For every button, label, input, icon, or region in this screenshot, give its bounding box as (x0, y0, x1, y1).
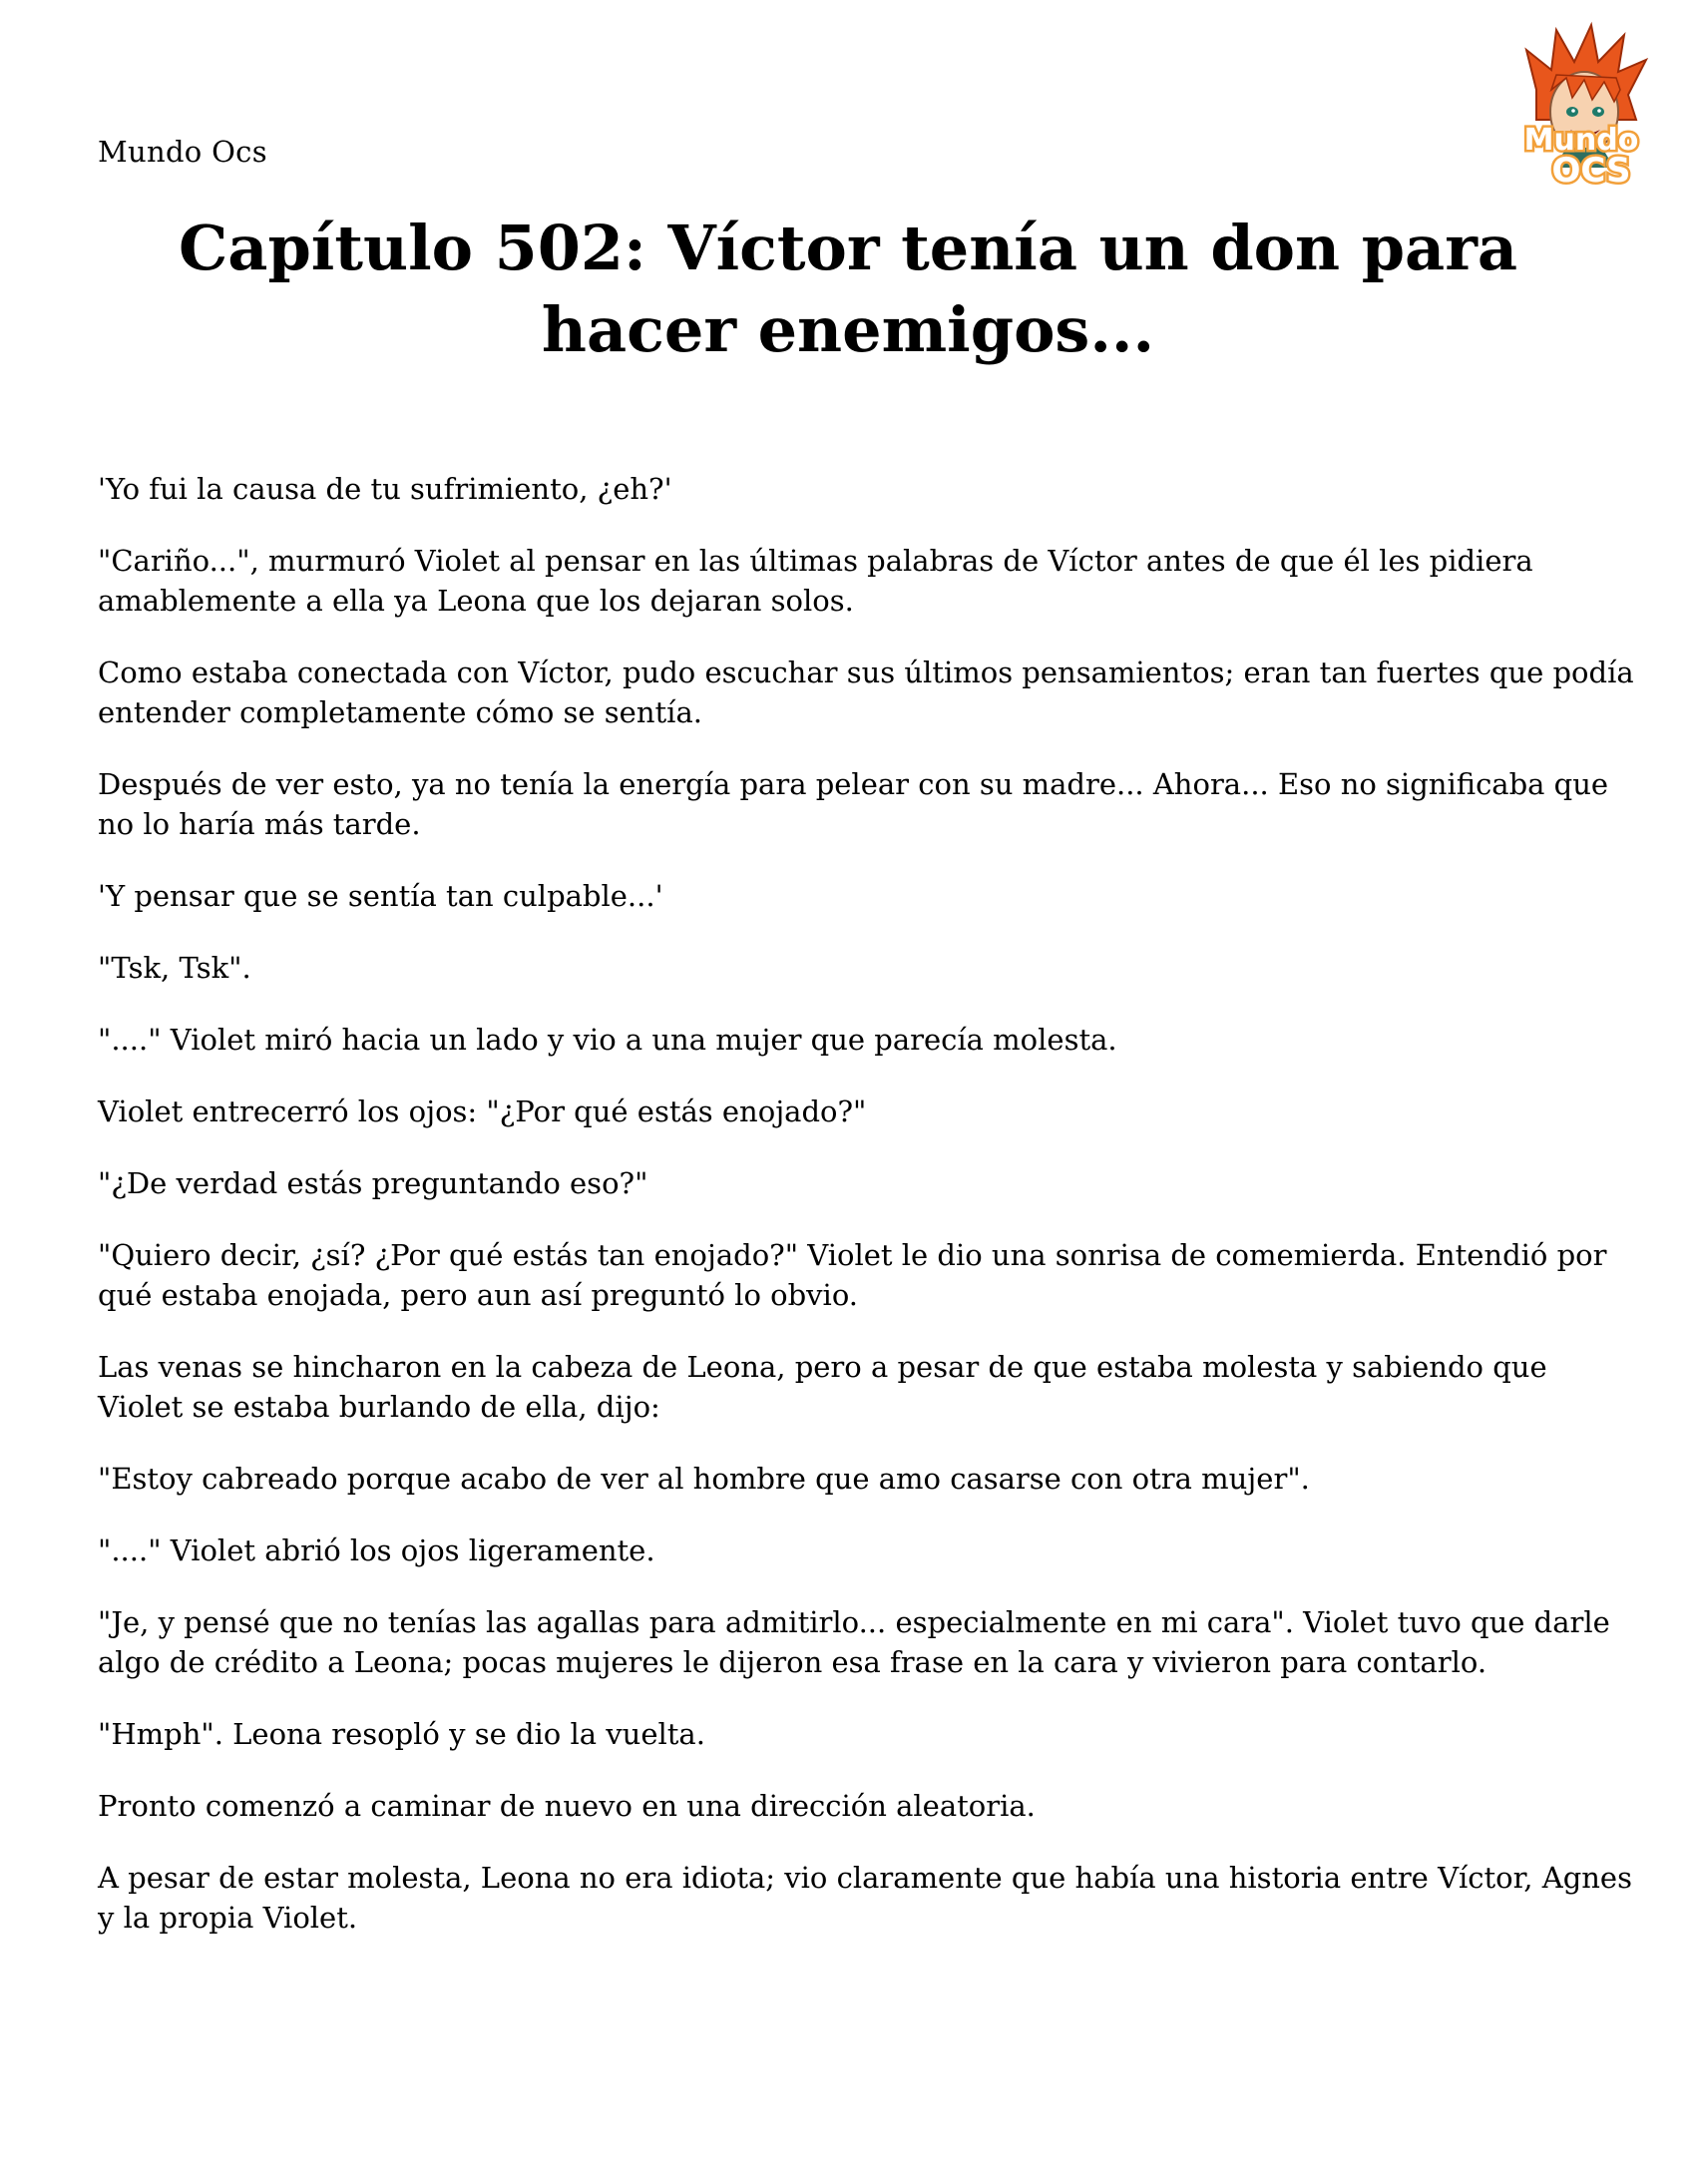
chapter-title: Capítulo 502: Víctor tenía un don para hacer enemigos... (178, 212, 1518, 366)
site-name: Mundo Ocs (98, 135, 267, 169)
paragraph: "Cariño...", murmuró Violet al pensar en las últimas palabras de Víctor antes de que él les pidiera amablemente a ella ya Leona que los dejaran solos. (98, 544, 1533, 618)
paragraph: "...." Violet abrió los ojos ligeramente. (98, 1533, 655, 1567)
paragraph: Pronto comenzó a caminar de nuevo en una dirección aleatoria. (98, 1789, 1036, 1823)
paragraph: "Hmph". Leona resopló y se dio la vuelta. (98, 1717, 705, 1751)
paragraph: "...." Violet miró hacia un lado y vio a una mujer que parecía molesta. (98, 1023, 1117, 1057)
logo-text-ocs: OCS (1551, 151, 1631, 190)
paragraph: Como estaba conectada con Víctor, pudo escuchar sus últimos pensamientos; eran tan fuertes que podía entender completamente cómo se sentía. (98, 655, 1634, 729)
chapter-body (98, 469, 1634, 1969)
mundo-ocs-logo (1496, 20, 1666, 190)
paragraph: 'Yo fui la causa de tu sufrimiento, ¿eh?' (98, 472, 672, 506)
paragraph: "Quiero decir, ¿sí? ¿Por qué estás tan enojado?" Violet le dio una sonrisa de comemierda. Entendió por qué estaba enojada, pero aun así preguntó lo obvio. (98, 1238, 1607, 1312)
paragraph: "Estoy cabreado porque acabo de ver al hombre que amo casarse con otra mujer". (98, 1462, 1310, 1496)
paragraph: 'Y pensar que se sentía tan culpable...' (98, 879, 663, 913)
paragraph: "¿De verdad estás preguntando eso?" (98, 1166, 648, 1200)
paragraph: "Je, y pensé que no tenías las agallas para admitirlo... especialmente en mi cara". Violet tuvo que darle algo de crédito a Leona; pocas mujeres le dijeron esa frase en la cara y vivieron para contarlo. (98, 1605, 1610, 1679)
logo-mascot-icon (1496, 20, 1666, 190)
paragraph: Las venas se hincharon en la cabeza de Leona, pero a pesar de que estaba molesta y sabiendo que Violet se estaba burlando de ella, dijo: (98, 1350, 1547, 1424)
paragraph: A pesar de estar molesta, Leona no era idiota; vio claramente que había una historia entre Víctor, Agnes y la propia Violet. (98, 1861, 1632, 1935)
paragraph: Después de ver esto, ya no tenía la energía para pelear con su madre... Ahora... Eso no significaba que no lo haría más tarde. (98, 767, 1609, 841)
logo-text-mundo: Mundo (1523, 123, 1639, 158)
paragraph: "Tsk, Tsk". (98, 951, 251, 985)
paragraph: Violet entrecerró los ojos: "¿Por qué estás enojado?" (98, 1094, 867, 1128)
